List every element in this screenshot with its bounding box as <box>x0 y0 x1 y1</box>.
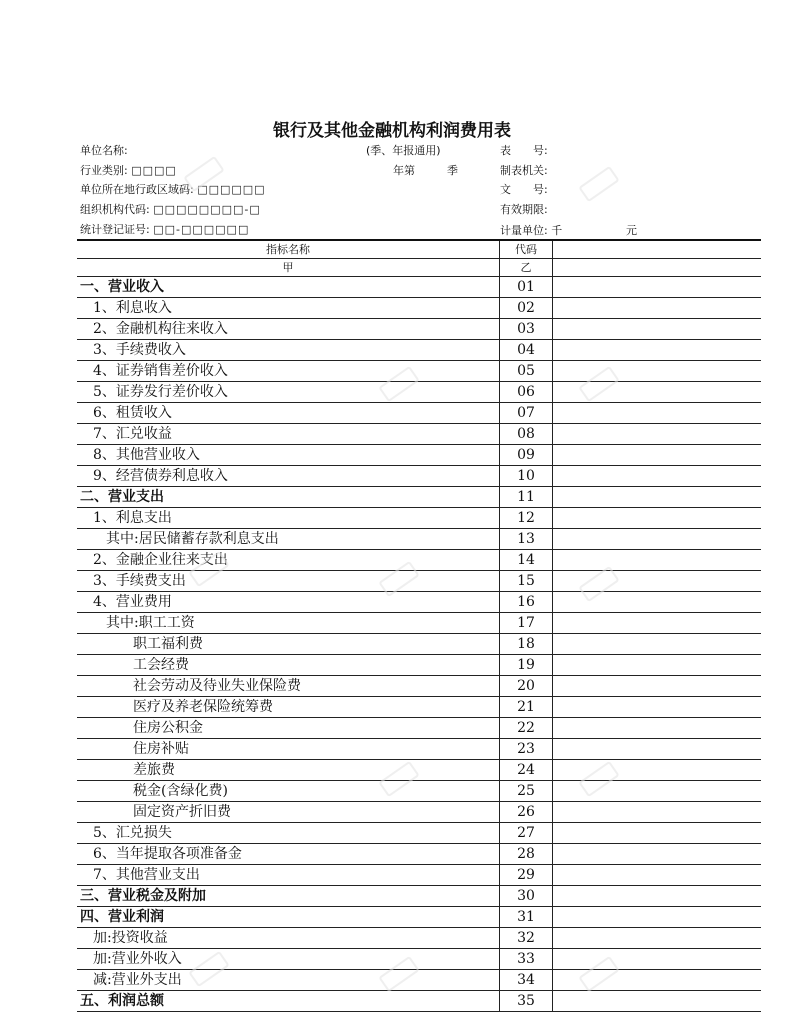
row-code: 33 <box>500 949 553 970</box>
table-row <box>77 823 761 844</box>
table-row <box>77 445 761 466</box>
row-code: 24 <box>500 760 553 781</box>
table-row <box>77 802 761 823</box>
row-indicator-name: 住房补贴 <box>77 739 500 760</box>
industry-label: 行业类别: <box>80 164 128 177</box>
row-value-cell[interactable] <box>553 508 762 529</box>
col-subheader-indicator: 甲 <box>77 259 500 277</box>
table-subheader-row <box>77 259 761 277</box>
row-code: 11 <box>500 487 553 508</box>
table-row <box>77 928 761 949</box>
row-indicator-name: 职工福利费 <box>77 634 500 655</box>
row-value-cell[interactable] <box>553 823 762 844</box>
col-header-value <box>553 240 762 259</box>
table-row <box>77 466 761 487</box>
row-indicator-name: 社会劳动及待业失业保险费 <box>77 676 500 697</box>
table-row <box>77 340 761 361</box>
row-code: 32 <box>500 928 553 949</box>
table-row <box>77 739 761 760</box>
row-value-cell[interactable] <box>553 277 762 298</box>
row-code: 29 <box>500 865 553 886</box>
row-indicator-name: 固定资产折旧费 <box>77 802 500 823</box>
row-indicator-name: 二、营业支出 <box>77 487 500 508</box>
row-code: 20 <box>500 676 553 697</box>
row-code: 06 <box>500 382 553 403</box>
row-indicator-name: 4、证券销售差价收入 <box>77 361 500 382</box>
profit-expense-table <box>77 239 761 1012</box>
table-row <box>77 718 761 739</box>
row-indicator-name: 其中:居民储蓄存款利息支出 <box>77 529 500 550</box>
table-row <box>77 634 761 655</box>
stat-reg-field <box>80 221 249 237</box>
row-indicator-name: 3、手续费收入 <box>77 340 500 361</box>
row-indicator-name: 3、手续费支出 <box>77 571 500 592</box>
row-value-cell[interactable] <box>553 613 762 634</box>
row-code: 22 <box>500 718 553 739</box>
industry-value: □□□□ <box>131 164 177 177</box>
table-row <box>77 424 761 445</box>
col-header-code: 代码 <box>500 240 553 259</box>
row-value-cell[interactable] <box>553 802 762 823</box>
table-row <box>77 949 761 970</box>
row-value-cell[interactable] <box>553 298 762 319</box>
row-indicator-name: 加:营业外收入 <box>77 949 500 970</box>
year-label: 年第 <box>393 164 415 177</box>
row-indicator-name: 减:营业外支出 <box>77 970 500 991</box>
row-code: 16 <box>500 592 553 613</box>
row-value-cell[interactable] <box>553 361 762 382</box>
row-code: 34 <box>500 970 553 991</box>
row-code: 08 <box>500 424 553 445</box>
row-code: 02 <box>500 298 553 319</box>
org-code-field <box>80 201 261 217</box>
row-value-cell[interactable] <box>553 466 762 487</box>
row-value-cell[interactable] <box>553 592 762 613</box>
row-value-cell[interactable] <box>553 529 762 550</box>
row-value-cell[interactable] <box>553 445 762 466</box>
row-indicator-name: 税金(含绿化费) <box>77 781 500 802</box>
row-value-cell[interactable] <box>553 571 762 592</box>
row-code: 03 <box>500 319 553 340</box>
issuer-label: 制表机关: <box>500 164 548 177</box>
form-number-label: 表 号: <box>500 144 548 157</box>
org-code-value: □□□□□□□□-□ <box>153 203 261 216</box>
row-code: 25 <box>500 781 553 802</box>
watermark-mark <box>578 166 619 203</box>
table-row <box>77 676 761 697</box>
row-indicator-name: 1、利息支出 <box>77 508 500 529</box>
row-indicator-name: 6、租赁收入 <box>77 403 500 424</box>
row-indicator-name: 6、当年提取各项准备金 <box>77 844 500 865</box>
table-row <box>77 361 761 382</box>
row-code: 17 <box>500 613 553 634</box>
row-code: 15 <box>500 571 553 592</box>
row-value-cell[interactable] <box>553 907 762 928</box>
table-row <box>77 844 761 865</box>
table-row <box>77 655 761 676</box>
row-value-cell[interactable] <box>553 697 762 718</box>
row-value-cell[interactable] <box>553 949 762 970</box>
row-indicator-name: 差旅费 <box>77 760 500 781</box>
row-indicator-name: 工会经费 <box>77 655 500 676</box>
report-subtitle: (季、年报通用) <box>366 144 441 157</box>
table-row <box>77 760 761 781</box>
row-value-cell[interactable] <box>553 655 762 676</box>
table-row <box>77 298 761 319</box>
table-row <box>77 907 761 928</box>
industry-field <box>80 162 177 178</box>
table-row <box>77 592 761 613</box>
table-row <box>77 970 761 991</box>
table-row <box>77 319 761 340</box>
row-value-cell[interactable] <box>553 382 762 403</box>
row-indicator-name: 4、营业费用 <box>77 592 500 613</box>
row-code: 09 <box>500 445 553 466</box>
row-value-cell[interactable] <box>553 781 762 802</box>
row-value-cell[interactable] <box>553 886 762 907</box>
table-row <box>77 403 761 424</box>
row-value-cell[interactable] <box>553 760 762 781</box>
row-indicator-name: 住房公积金 <box>77 718 500 739</box>
row-indicator-name: 9、经营债券利息收入 <box>77 466 500 487</box>
row-code: 05 <box>500 361 553 382</box>
document-number-label: 文 号: <box>500 183 548 196</box>
row-code: 26 <box>500 802 553 823</box>
stat-reg-label: 统计登记证号: <box>80 223 150 236</box>
row-indicator-name: 2、金融企业往来支出 <box>77 550 500 571</box>
row-value-cell[interactable] <box>553 634 762 655</box>
row-indicator-name: 其中:职工工资 <box>77 613 500 634</box>
table-row <box>77 697 761 718</box>
row-code: 19 <box>500 655 553 676</box>
validity-label: 有效期限: <box>500 203 548 216</box>
page-title: 银行及其他金融机构利润费用表 <box>273 121 511 141</box>
region-code-field <box>80 181 266 197</box>
col-subheader-code: 乙 <box>500 259 553 277</box>
col-header-indicator: 指标名称 <box>77 240 500 259</box>
table-row <box>77 277 761 298</box>
row-value-cell[interactable] <box>553 739 762 760</box>
row-indicator-name: 2、金融机构往来收入 <box>77 319 500 340</box>
row-code: 01 <box>500 277 553 298</box>
row-value-cell[interactable] <box>553 865 762 886</box>
row-indicator-name: 5、汇兑损失 <box>77 823 500 844</box>
region-code-value: □□□□□□ <box>197 183 266 196</box>
quarter-label: 季 <box>447 164 458 177</box>
table-row <box>77 886 761 907</box>
row-code: 23 <box>500 739 553 760</box>
row-value-cell[interactable] <box>553 550 762 571</box>
col-subheader-value <box>553 259 762 277</box>
row-code: 31 <box>500 907 553 928</box>
row-value-cell[interactable] <box>553 403 762 424</box>
row-indicator-name: 加:投资收益 <box>77 928 500 949</box>
row-indicator-name: 7、其他营业支出 <box>77 865 500 886</box>
row-indicator-name: 医疗及养老保险统筹费 <box>77 697 500 718</box>
row-value-cell[interactable] <box>553 487 762 508</box>
row-code: 21 <box>500 697 553 718</box>
table-row <box>77 529 761 550</box>
row-value-cell[interactable] <box>553 319 762 340</box>
row-value-cell[interactable] <box>553 718 762 739</box>
row-code: 10 <box>500 466 553 487</box>
row-value-cell[interactable] <box>553 928 762 949</box>
row-indicator-name: 五、利润总额 <box>77 991 500 1012</box>
row-value-cell[interactable] <box>553 991 762 1012</box>
row-code: 04 <box>500 340 553 361</box>
row-code: 35 <box>500 991 553 1012</box>
row-indicator-name: 7、汇兑收益 <box>77 424 500 445</box>
row-value-cell[interactable] <box>553 844 762 865</box>
org-code-label: 组织机构代码: <box>80 203 150 216</box>
row-indicator-name: 8、其他营业收入 <box>77 445 500 466</box>
table-row <box>77 382 761 403</box>
row-indicator-name: 5、证券发行差价收入 <box>77 382 500 403</box>
table-row <box>77 613 761 634</box>
row-value-cell[interactable] <box>553 424 762 445</box>
row-indicator-name: 一、营业收入 <box>77 277 500 298</box>
table-row <box>77 865 761 886</box>
row-code: 13 <box>500 529 553 550</box>
row-code: 18 <box>500 634 553 655</box>
row-value-cell[interactable] <box>553 340 762 361</box>
table-row <box>77 487 761 508</box>
row-code: 14 <box>500 550 553 571</box>
row-indicator-name: 1、利息收入 <box>77 298 500 319</box>
row-indicator-name: 四、营业利润 <box>77 907 500 928</box>
table-row <box>77 571 761 592</box>
row-code: 07 <box>500 403 553 424</box>
stat-reg-value: □□-□□□□□□ <box>153 223 250 236</box>
row-code: 28 <box>500 844 553 865</box>
table-row <box>77 550 761 571</box>
table-row <box>77 781 761 802</box>
region-code-label: 单位所在地行政区域码: <box>80 183 194 196</box>
measure-unit-label: 计量单位: 千 <box>500 224 563 237</box>
row-indicator-name: 三、营业税金及附加 <box>77 886 500 907</box>
table-row <box>77 991 761 1012</box>
row-code: 30 <box>500 886 553 907</box>
table-row <box>77 508 761 529</box>
measure-unit-suffix: 元 <box>626 224 637 237</box>
row-value-cell[interactable] <box>553 970 762 991</box>
row-value-cell[interactable] <box>553 676 762 697</box>
row-code: 12 <box>500 508 553 529</box>
unit-name-label: 单位名称: <box>80 144 128 157</box>
row-code: 27 <box>500 823 553 844</box>
table-header-row <box>77 240 761 259</box>
